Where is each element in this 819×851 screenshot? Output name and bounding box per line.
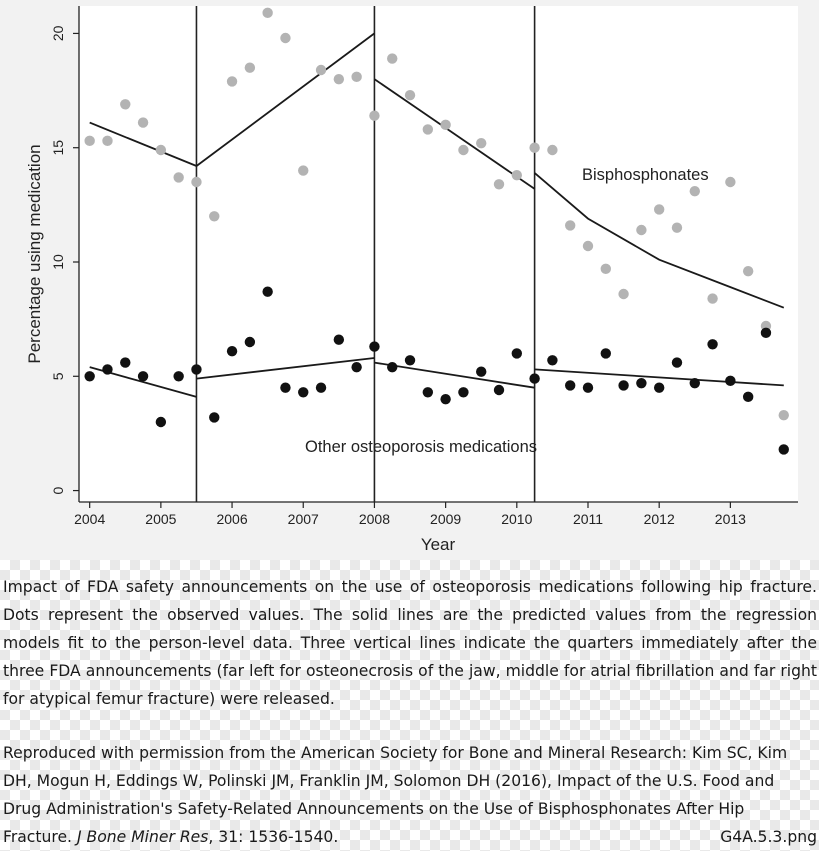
y-tick-label: 10 bbox=[50, 254, 66, 270]
point-bisphosphonates bbox=[138, 117, 148, 127]
point-other-osteoporosis-medications bbox=[512, 348, 522, 358]
point-bisphosphonates bbox=[102, 136, 112, 146]
point-bisphosphonates bbox=[547, 145, 557, 155]
point-other-osteoporosis-medications bbox=[494, 385, 504, 395]
point-other-osteoporosis-medications bbox=[84, 371, 94, 381]
y-tick-label: 15 bbox=[50, 139, 66, 156]
x-tick-label: 2009 bbox=[430, 511, 462, 527]
point-bisphosphonates bbox=[583, 241, 593, 251]
point-other-osteoporosis-medications bbox=[672, 357, 682, 367]
point-bisphosphonates bbox=[743, 266, 753, 276]
figure-caption: Impact of FDA safety announcements on the use of osteoporosis medications following hip fracture. Dots represent the observed values. The solid lines are the predicted values from the regression models fit to the person-level data. Three vertical lines indicate the quarters immediately after the three FDA announcements (far left for osteonecrosis of the jaw, middle for atrial fibrillation and far right for atypical femur fracture) were released. bbox=[3, 578, 817, 708]
point-bisphosphonates bbox=[725, 177, 735, 187]
y-tick-label: 5 bbox=[50, 372, 66, 381]
point-bisphosphonates bbox=[601, 264, 611, 274]
point-bisphosphonates bbox=[316, 65, 326, 75]
point-other-osteoporosis-medications bbox=[654, 383, 664, 393]
point-other-osteoporosis-medications bbox=[618, 380, 628, 390]
point-bisphosphonates bbox=[529, 143, 539, 153]
point-other-osteoporosis-medications bbox=[156, 417, 166, 427]
credit-line bbox=[3, 739, 817, 851]
point-other-osteoporosis-medications bbox=[138, 371, 148, 381]
point-other-osteoporosis-medications bbox=[351, 362, 361, 372]
point-bisphosphonates bbox=[423, 124, 433, 134]
y-tick-label: 20 bbox=[50, 25, 66, 42]
point-other-osteoporosis-medications bbox=[761, 328, 771, 338]
x-tick-label: 2012 bbox=[643, 511, 675, 527]
point-bisphosphonates bbox=[156, 145, 166, 155]
x-tick-label: 2011 bbox=[572, 511, 604, 527]
x-tick-label: 2004 bbox=[74, 511, 106, 527]
point-bisphosphonates bbox=[672, 223, 682, 233]
point-other-osteoporosis-medications bbox=[601, 348, 611, 358]
journal-name: J Bone Miner Res bbox=[76, 828, 209, 846]
point-bisphosphonates bbox=[120, 99, 130, 109]
point-bisphosphonates bbox=[707, 293, 717, 303]
point-bisphosphonates bbox=[209, 211, 219, 221]
point-bisphosphonates bbox=[779, 410, 789, 420]
x-tick-label: 2010 bbox=[501, 511, 533, 527]
point-bisphosphonates bbox=[280, 33, 290, 43]
y-axis-title: Percentage using medication bbox=[25, 144, 44, 364]
x-tick-label: 2006 bbox=[216, 511, 248, 527]
point-other-osteoporosis-medications bbox=[423, 387, 433, 397]
y-tick-label: 0 bbox=[50, 486, 66, 495]
point-bisphosphonates bbox=[245, 63, 255, 73]
point-bisphosphonates bbox=[636, 225, 646, 235]
point-bisphosphonates bbox=[334, 74, 344, 84]
point-bisphosphonates bbox=[494, 179, 504, 189]
series-label-other-osteoporosis-medications: Other osteoporosis medications bbox=[305, 438, 538, 456]
point-other-osteoporosis-medications bbox=[743, 392, 753, 402]
point-other-osteoporosis-medications bbox=[120, 357, 130, 367]
point-other-osteoporosis-medications bbox=[636, 378, 646, 388]
point-other-osteoporosis-medications bbox=[316, 383, 326, 393]
point-other-osteoporosis-medications bbox=[369, 341, 379, 351]
point-other-osteoporosis-medications bbox=[690, 378, 700, 388]
point-bisphosphonates bbox=[84, 136, 94, 146]
point-other-osteoporosis-medications bbox=[565, 380, 575, 390]
plot-background bbox=[79, 6, 798, 502]
point-bisphosphonates bbox=[191, 177, 201, 187]
x-tick-label: 2013 bbox=[714, 511, 746, 527]
point-bisphosphonates bbox=[369, 111, 379, 121]
point-other-osteoporosis-medications bbox=[209, 412, 219, 422]
point-bisphosphonates bbox=[173, 172, 183, 182]
point-other-osteoporosis-medications bbox=[102, 364, 112, 374]
point-other-osteoporosis-medications bbox=[779, 444, 789, 454]
point-other-osteoporosis-medications bbox=[298, 387, 308, 397]
point-bisphosphonates bbox=[654, 204, 664, 214]
point-bisphosphonates bbox=[476, 138, 486, 148]
point-other-osteoporosis-medications bbox=[262, 287, 272, 297]
credit-text: Reproduced with permission from the American Society for Bone and Mineral Research: Kim SC, Kim DH, Mogun H, Eddings W, Polinski JM, Franklin JM, Solomon DH (2016), Impact of the U.S. Food and Drug Administration's Safety-Related Announcements on the Use of Bisphosphonates After Hip Fracture. bbox=[3, 744, 788, 846]
x-axis-title: Year bbox=[420, 535, 456, 554]
point-bisphosphonates bbox=[387, 53, 397, 63]
point-bisphosphonates bbox=[405, 90, 415, 100]
point-other-osteoporosis-medications bbox=[334, 335, 344, 345]
point-bisphosphonates bbox=[690, 186, 700, 196]
x-tick-label: 2008 bbox=[358, 511, 391, 527]
point-other-osteoporosis-medications bbox=[725, 376, 735, 386]
x-tick-label: 2007 bbox=[287, 511, 319, 527]
point-other-osteoporosis-medications bbox=[547, 355, 557, 365]
point-bisphosphonates bbox=[618, 289, 628, 299]
point-other-osteoporosis-medications bbox=[173, 371, 183, 381]
point-other-osteoporosis-medications bbox=[440, 394, 450, 404]
point-bisphosphonates bbox=[227, 76, 237, 86]
point-other-osteoporosis-medications bbox=[245, 337, 255, 347]
point-bisphosphonates bbox=[351, 72, 361, 82]
series-label-bisphosphonates: Bisphosphonates bbox=[582, 166, 709, 184]
credit-citation: , 31: 1536-1540. bbox=[208, 828, 339, 846]
point-other-osteoporosis-medications bbox=[583, 383, 593, 393]
point-other-osteoporosis-medications bbox=[280, 383, 290, 393]
point-bisphosphonates bbox=[440, 120, 450, 130]
point-bisphosphonates bbox=[565, 220, 575, 230]
point-other-osteoporosis-medications bbox=[529, 373, 539, 383]
x-tick-label: 2005 bbox=[145, 511, 177, 527]
point-bisphosphonates bbox=[262, 8, 272, 18]
point-other-osteoporosis-medications bbox=[458, 387, 468, 397]
point-other-osteoporosis-medications bbox=[227, 346, 237, 356]
point-other-osteoporosis-medications bbox=[405, 355, 415, 365]
point-bisphosphonates bbox=[512, 170, 522, 180]
point-other-osteoporosis-medications bbox=[476, 367, 486, 377]
point-other-osteoporosis-medications bbox=[387, 362, 397, 372]
point-bisphosphonates bbox=[458, 145, 468, 155]
point-other-osteoporosis-medications bbox=[191, 364, 201, 374]
file-label: G4A.5.3.png bbox=[720, 828, 817, 846]
point-other-osteoporosis-medications bbox=[707, 339, 717, 349]
point-bisphosphonates bbox=[298, 165, 308, 175]
